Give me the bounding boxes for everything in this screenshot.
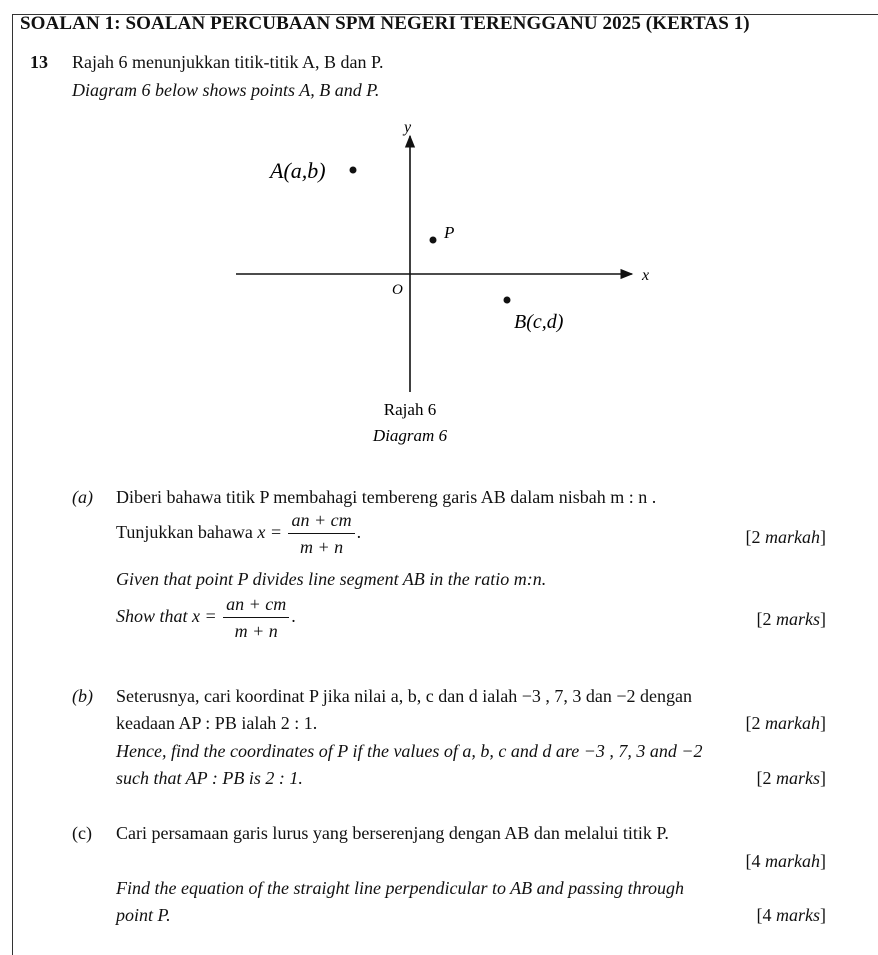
part-a-letter: (a) bbox=[72, 487, 93, 507]
point-b bbox=[504, 297, 511, 304]
part-a-formula-lhs-en: x = bbox=[192, 606, 217, 627]
part-c-marks-ms: [4 markah] bbox=[745, 851, 826, 871]
part-b-marks-ms: [2 markah] bbox=[745, 713, 826, 733]
part-a-show-ms-line bbox=[116, 510, 361, 558]
page-title: SOALAN 1: SOALAN PERCUBAAN SPM NEGERI TERENGGANU 2025 (KERTAS 1) bbox=[20, 13, 750, 34]
formula-denominator: m + n bbox=[299, 537, 344, 557]
part-c-text-en-2: point P. bbox=[116, 905, 171, 925]
point-a bbox=[350, 167, 357, 174]
part-a-formula-ms bbox=[288, 510, 354, 558]
part-b-letter: (b) bbox=[72, 686, 93, 706]
part-b-text-ms-1: Seterusnya, cari koordinat P jika nilai a, b, c dan d ialah −3 , 7, 3 dan −2 dengan bbox=[116, 686, 692, 706]
part-a-text-ms: Diberi bahawa titik P membahagi tembereng garis AB dalam nisbah m : n . bbox=[116, 487, 657, 507]
part-a-marks-en: [2 marks] bbox=[756, 609, 826, 629]
diagram-caption-en: Diagram 6 bbox=[372, 426, 448, 445]
part-a-show-en-line bbox=[116, 594, 296, 642]
point-a-label: A(a,b) bbox=[270, 158, 326, 183]
part-b-marks-en: [2 marks] bbox=[756, 768, 826, 788]
part-b-text-ms-2: keadaan AP : PB ialah 2 : 1. bbox=[116, 713, 318, 733]
question-intro-ms: Rajah 6 menunjukkan titik-titik A, B dan P. bbox=[72, 52, 384, 72]
part-a-formula-en bbox=[223, 594, 289, 642]
formula-end-en: . bbox=[291, 606, 296, 627]
part-b-text-en-1: Hence, find the coordinates of P if the values of a, b, c and d are −3 , 7, 3 and −2 bbox=[116, 741, 703, 761]
part-a-formula-lhs: x = bbox=[257, 522, 282, 543]
point-p-label: P bbox=[444, 223, 455, 242]
part-a-show-ms: Tunjukkan bahawa bbox=[116, 522, 253, 543]
part-a-text-en: Given that point P divides line segment AB in the ratio m:n. bbox=[116, 569, 547, 589]
part-a-marks-ms: [2 markah] bbox=[745, 527, 826, 547]
question-intro-en: Diagram 6 below shows points A, B and P. bbox=[72, 80, 380, 100]
point-p bbox=[430, 237, 437, 244]
formula-numerator-en: an + cm bbox=[223, 594, 289, 618]
diagram-caption-ms: Rajah 6 bbox=[383, 400, 437, 419]
part-c-letter: (c) bbox=[72, 823, 92, 843]
part-b-text-en-2: such that AP : PB is 2 : 1. bbox=[116, 768, 303, 788]
formula-end: . bbox=[356, 522, 362, 543]
formula-denominator-en: m + n bbox=[234, 621, 278, 641]
formula-numerator: an + cm bbox=[288, 510, 354, 534]
point-b-label: B(c,d) bbox=[514, 311, 564, 333]
x-axis-label: x bbox=[642, 267, 650, 284]
origin-label: O bbox=[392, 282, 403, 298]
part-c-text-en-1: Find the equation of the straight line perpendicular to AB and passing through bbox=[116, 878, 684, 898]
question-number: 13 bbox=[30, 52, 48, 72]
part-c-marks-en: [4 marks] bbox=[756, 905, 826, 925]
y-axis-label: y bbox=[404, 119, 412, 136]
diagram-6 bbox=[0, 110, 878, 450]
part-a-show-en: Show that bbox=[116, 606, 188, 627]
part-c-text-ms-1: Cari persamaan garis lurus yang berserenjang dengan AB dan melalui titik P. bbox=[116, 823, 669, 843]
